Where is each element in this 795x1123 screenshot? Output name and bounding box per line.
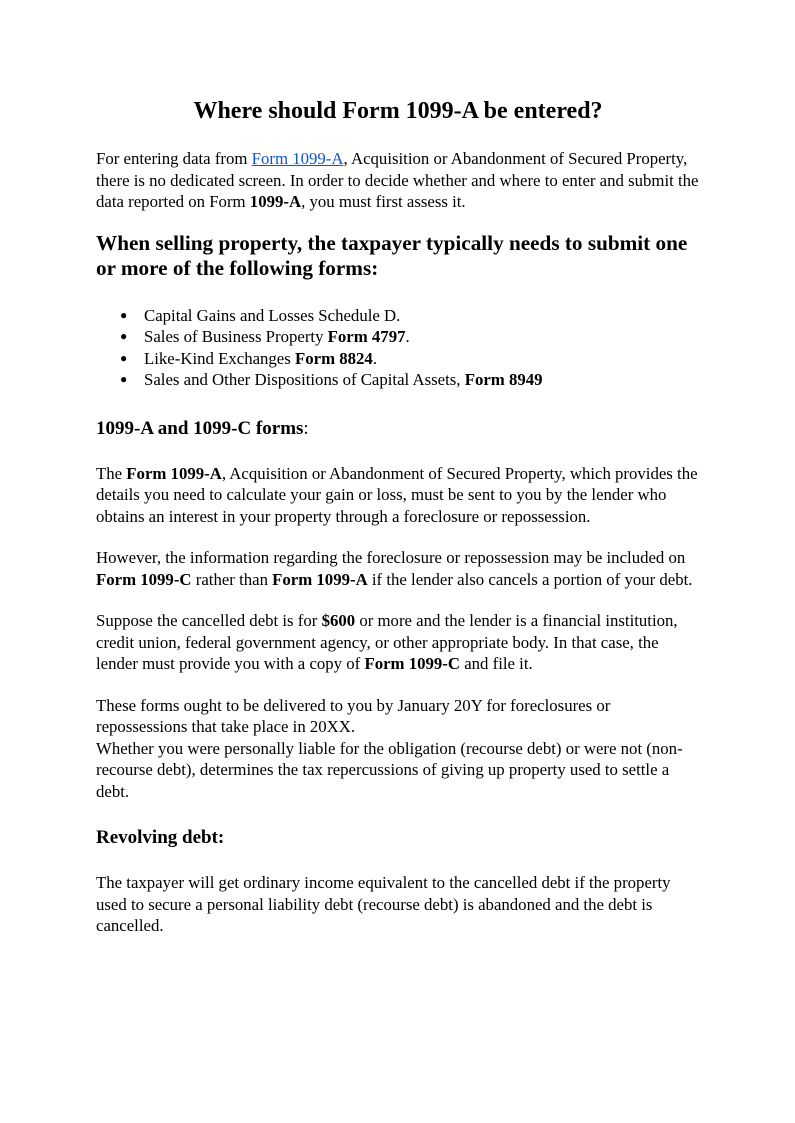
page-title: Where should Form 1099-A be entered? [193, 98, 603, 124]
intro-bold-form: 1099-A [249, 192, 302, 211]
section-heading-selling-property: When selling property, the taxpayer typically needs to submit one or more of the following forms: [96, 230, 688, 280]
paragraph-revolving-debt: The taxpayer will get ordinary income equivalent to the cancelled debt if the property used to secure a personal liability debt (recourse debt) is abandoned and the debt is cancelled. [96, 873, 671, 935]
paragraph-text: and file it. [460, 654, 533, 673]
document-page [96, 96, 700, 937]
paragraph-liability: Whether you were personally liable for the obligation (recourse debt) or were not (non-recourse debt), determines the tax repercussions of giving up property used to settle a debt. [96, 738, 683, 801]
paragraph-bold: Form 1099-A [272, 569, 368, 589]
section-heading-revolving-debt: Revolving debt: [96, 827, 225, 848]
list-item [96, 348, 700, 370]
list-item [96, 305, 700, 327]
paragraph-text: However, the information regarding the foreclosure or repossession may be included on [96, 548, 686, 567]
paragraph-text: or more and the lender is a financial institution, credit union, federal government agency, or other appropriate body. In that case, the lender must provide you with a copy of [96, 611, 678, 673]
paragraph-cancelled-debt [96, 610, 700, 675]
forms-bullet-list [96, 305, 700, 391]
list-item-suffix: . [405, 327, 410, 346]
paragraph-text: The [96, 463, 127, 483]
intro-text-start: For entering data from [96, 149, 252, 168]
list-item [96, 369, 700, 391]
intro-text-end: , you must first assess it. [301, 192, 466, 211]
paragraph-1099a-details [96, 463, 700, 528]
bullet-icon: ● [120, 372, 128, 386]
paragraph-bold: Form 1099-C [96, 569, 192, 589]
list-item-text: Sales and Other Dispositions of Capital Assets, [144, 370, 465, 389]
list-item [96, 326, 700, 348]
section-heading-colon: : [303, 417, 309, 439]
paragraph-bold: Form 1099-A [126, 463, 222, 483]
paragraph-text: Suppose the cancelled debt is for [96, 611, 322, 630]
bullet-icon: ● [120, 329, 128, 343]
paragraph-1099c-alternative [96, 547, 700, 590]
paragraph-bold: Form 1099-C [364, 654, 460, 673]
paragraph-delivery-date: These forms ought to be delivered to you by January 20Y for foreclosures or repossessions that take place in 20XX. [96, 695, 611, 736]
list-item-text: Sales of Business Property [144, 327, 328, 346]
paragraph-text: if the lender also cancels a portion of your debt. [367, 569, 693, 589]
section-heading-1099-forms [96, 417, 700, 441]
form-1099a-link[interactable]: Form 1099-A [251, 149, 344, 168]
bullet-icon: ● [120, 350, 128, 365]
paragraph-text: , Acquisition or Abandonment of Secured Property, which provides the details you need to calculate your gain or loss, must be sent to you by the lender who obtains an interest in your property through a foreclosure or repossession. [96, 463, 698, 526]
intro-paragraph [96, 148, 700, 213]
list-item-bold: Form 4797 [327, 327, 406, 346]
list-item-text: Capital Gains and Losses Schedule D. [144, 305, 401, 325]
paragraph-text: rather than [191, 569, 273, 589]
intro-text-mid: , Acquisition or Abandonment of Secured Property, there is no dedicated screen. In order to decide whether and where to enter and submit the data reported on Form [96, 149, 699, 211]
list-item-bold: Form 8824 [294, 348, 373, 368]
section-heading-text: 1099-A and 1099-C forms [96, 417, 304, 439]
list-item-suffix: . [372, 348, 378, 368]
bullet-icon: ● [120, 307, 128, 322]
list-item-bold: Form 8949 [464, 370, 543, 389]
list-item-text: Like-Kind Exchanges [144, 348, 295, 368]
paragraph-bold: $600 [321, 611, 356, 630]
